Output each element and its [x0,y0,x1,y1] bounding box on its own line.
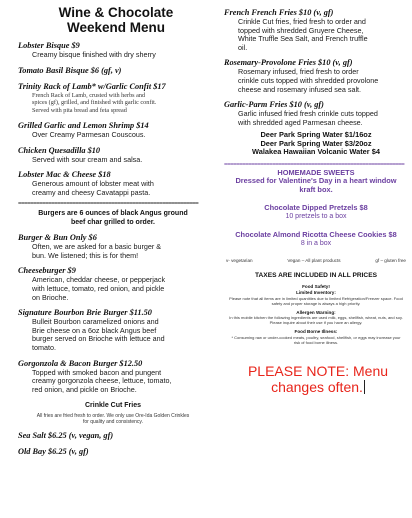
menu-item-desc: Over Creamy Parmesan Couscous. [32,129,146,139]
menu-title: Wine & Chocolate Weekend Menu [58,5,174,35]
menu-item-desc: American, cheddar cheese, or pepperjack [32,275,166,285]
water-item: Deer Park Spring Water $3/20oz [260,138,372,148]
menu-item [18,431,208,441]
menu-item [18,233,208,260]
menu-item-name: Signature Bourbon Brie Burger $11.50 [18,308,152,318]
sweets-item [224,231,408,248]
text-cursor [364,380,365,394]
starters-list [18,41,208,197]
menu-item-desc: Brie cheese on a 6oz black Angus beef [32,325,157,335]
taxes-note: TAXES ARE INCLUDED IN ALL PRICES [255,272,377,280]
water-item: Deer Park Spring Water $1/16oz [260,130,372,140]
menu-item-desc: tomato. [32,342,56,352]
fine-print-text: Please note that all items are in limited quantities due to limited Refrigeration/Freezer space. Food safety and proper storage is always a high priority. [229,295,403,306]
menu-item-desc: topped with shredded Gruyere Cheese, [238,25,364,35]
fine-print-title: Food Safety! Limited Inventory: [296,284,336,295]
sweets-heading: HOMEMADE SWEETS [277,167,355,177]
menu-item-desc: Creamy bisque finished with dry sherry [32,50,156,59]
menu-item-name: Grilled Garlic and Lemon Shrimp $14 [18,120,149,130]
menu-item [18,121,208,140]
crinkle-fries-note: All fries are fried fresh to order. We only use Ore-Ida Golden Crinkles for quality and consistency. [36,412,190,425]
menu-item [18,359,208,395]
menu-item-name: Garlic-Parm Fries $10 (v, gf) [224,100,324,110]
right-column [224,0,408,395]
menu-item-name: Trinity Rack of Lamb* w/Garlic Confit $17 [18,81,166,91]
sweets-divider: ============================================================ [224,161,405,168]
burger-note: Burgers are 6 ounces of black Angus ground beef char grilled to order. [38,210,188,226]
menu-item-desc: Bulleit Bourbon caramelized onions and [32,317,159,327]
menu-item [18,66,208,76]
water-list [224,131,408,156]
sweets-subheading: Dressed for Valentine's Day in a heart window kraft box. [235,176,397,194]
menu-item-desc: Often, we are asked for a basic burger & [32,242,162,252]
menu-item-desc: spices (gf), grilled, and finished with garlic confit. [32,99,157,107]
menu-item-desc: creamy gorgonzola cheese, lettuce, tomato, [32,376,172,386]
fine-print-text: * Consuming raw or under-cooked meats, poultry, seafood, shellfish, or eggs may increase your risk of food borne illness. [231,334,401,345]
menu-item-name: French French Fries $10 (v, gf) [224,8,334,17]
menu-item-desc: Generous amount of lobster meat with [32,179,154,189]
menu-item [18,266,208,302]
section-divider: ============================================================ [18,201,199,208]
menu-item-desc: bun. We listened; this is for them! [32,250,139,260]
menu-item-desc: Crinkle Cut fries, fried fresh to order and [238,17,366,26]
crinkle-fries-heading: Crinkle Cut Fries [84,402,141,410]
menu-item-desc: White Truffle Sea Salt, and French truffle [238,34,368,44]
menu-item-desc: Served with pita bread and feta spread [32,107,127,115]
menu-item-name: Lobster Mac & Cheese $18 [18,170,111,180]
menu-item [18,447,208,457]
menu-item-desc: Garlic infused fried fresh crinkle cuts topped [238,109,378,119]
sweets-item-desc: 10 pretzels to a box [285,212,347,220]
menu-item-name: Tomato Basil Bisque $6 (gf, v) [18,65,122,75]
fine-print [224,284,408,344]
menu-item-desc: Served with sour cream and salsa. [32,154,143,164]
sweets-item [224,204,408,221]
menu-item [224,8,408,52]
menu-item-name: Old Bay $6.25 (v, gf) [18,446,89,456]
legend-vegetarian: v- vegetarian [226,258,253,264]
menu-item [18,82,208,115]
sweets-item-name: Chocolate Almond Ricotta Cheese Cookies $8 [235,230,397,240]
menu-item [18,170,208,197]
menu-item-name: Rosemary-Provolone Fries $10 (v, gf) [224,58,353,68]
menu-item-desc: creamy and cheesy Cavatappi pasta. [32,187,151,197]
menu-change-note: PLEASE NOTE: Menu changes often. [247,362,389,395]
menu-item [224,58,408,94]
fine-print-title: Allergen Warning: [296,309,336,315]
menu-item-desc: red onion, and pickle on Brioche. [32,384,137,394]
diet-legend [224,258,408,264]
legend-vegan: Vegan – All plant products [287,258,341,264]
menu-item-desc: cheese and rosemary infused sea salt. [238,84,362,94]
menu-item-desc: French Rack of Lamb, crusted with herbs and [32,91,146,99]
menu-item [18,146,208,165]
loaded-fries-list [224,8,408,127]
menu-item-desc: crinkle cuts topped with shredded provolone [238,75,379,85]
menu-item-desc: with shredded aged Parmesan cheese. [238,117,363,127]
menu-item-name: Gorgonzola & Bacon Burger $12.50 [18,358,143,368]
menu-item-desc: Rosemary infused, fried fresh to order [238,67,359,77]
sweets-item-desc: 8 in a box [300,239,332,247]
menu-item-name: Lobster Bisque $9 [18,41,80,50]
menu-item-name: Sea Salt $6.25 (v, vegan, gf) [18,430,114,440]
fries-list [18,431,208,457]
menu-item [18,41,208,60]
sweets-item-name: Chocolate Dipped Pretzels $8 [264,203,368,213]
legend-gluten-free: gf – gluten free [375,258,406,264]
burgers-list [18,233,208,394]
menu-item-name: Chicken Quesadilla $10 [18,145,101,155]
menu-item-name: Burger & Bun Only $6 [18,233,97,243]
fine-print-title: Food Borne Illness: [294,329,338,335]
menu-item-desc: Topped with smoked bacon and pungent [32,367,162,377]
menu-item-desc: on Brioche. [32,292,69,302]
menu-item-desc: burger served on Brioche with lettuce and [32,334,165,344]
menu-item-desc: with lettuce, tomato, red onion, and pickle [32,283,165,293]
menu-item-desc: oil. [238,42,248,52]
water-item: Walakea Hawaiian Volcanic Water $4 [252,147,380,157]
menu-item [224,100,408,127]
menu-item [18,308,208,352]
left-column [18,0,208,457]
fine-print-text: In this mobile kitchen the following ingredients are used milk, eggs, shellfish, wheat, nuts, and soy. Please inquire about their use if you have an allergy. [229,315,403,326]
menu-item-name: Cheeseburger $9 [18,266,76,276]
